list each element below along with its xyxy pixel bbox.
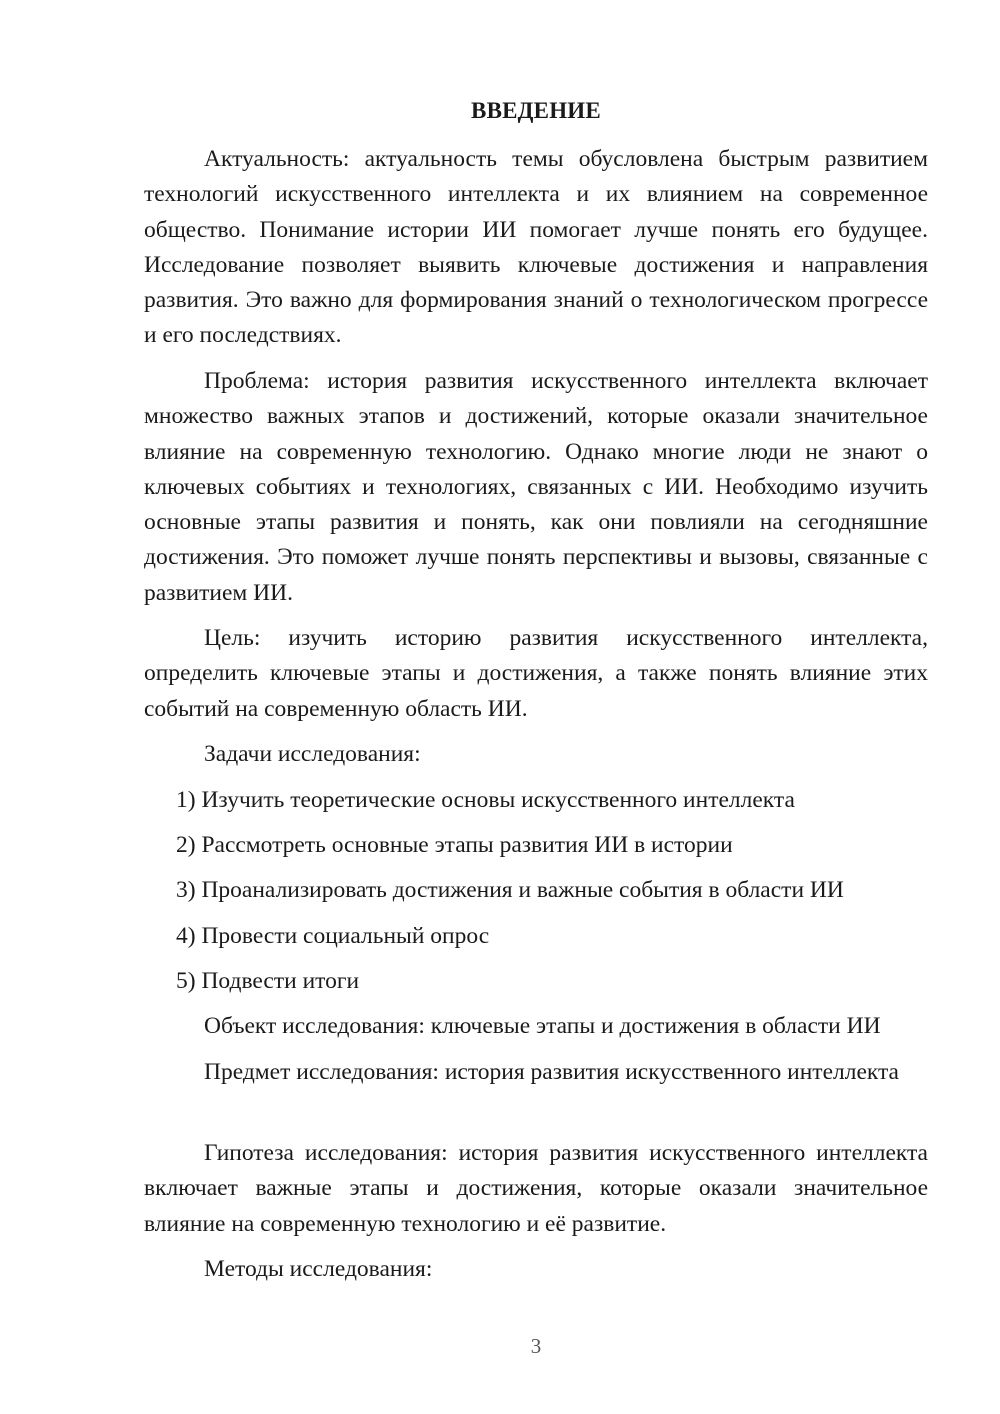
task-item-2: 2) Рассмотреть основные этапы развития ИИ в истории [176, 832, 733, 858]
relevance-paragraph: Актуальность: актуальность темы обусловлена быстрым развитием технологий искусственного интеллекта и их влиянием на современное общество. Понимание истории ИИ помогает лучше понять его будущее. Исследование позволяет выявить ключевые достижения и направления развития. Это важно для формирования знаний о технологическом прогрессе и его последствиях. [144, 146, 928, 349]
page-number: 3 [530, 1334, 542, 1358]
section-heading: ВВЕДЕНИЕ [471, 98, 601, 123]
task-item-3: 3) Проанализировать достижения и важные события в области ИИ [176, 877, 844, 903]
object-paragraph: Объект исследования: ключевые этапы и достижения в области ИИ [204, 1013, 881, 1039]
methods-heading: Методы исследования: [204, 1256, 433, 1282]
task-item-4: 4) Провести социальный опрос [176, 923, 490, 949]
goal-paragraph: Цель: изучить историю развития искусственного интеллекта, определить ключевые этапы и достижения, а также понять влияние этих событий на современную область ИИ. [144, 625, 928, 722]
problem-paragraph: Проблема: история развития искусственного интеллекта включает множество важных этапов и достижений, которые оказали значительное влияние на современную технологию. Однако многие люди не знают о ключевых событиях и технологиях, связанных с ИИ. Необходимо изучить основные этапы развития и понять, как они повлияли на сегодняшние достижения. Это поможет лучше понять перспективы и вызовы, связанные с развитием ИИ. [144, 368, 928, 606]
subject-paragraph: Предмет исследования: история развития искусственного интеллекта [204, 1059, 899, 1085]
hypothesis-paragraph: Гипотеза исследования: история развития искусственного интеллекта включает важные этапы и достижения, которые оказали значительное влияние на современную технологию и её развитие. [144, 1140, 928, 1237]
task-item-1: 1) Изучить теоретические основы искусственного интеллекта [176, 787, 795, 813]
tasks-heading: Задачи исследования: [204, 741, 421, 767]
task-item-5: 5) Подвести итоги [176, 968, 360, 994]
